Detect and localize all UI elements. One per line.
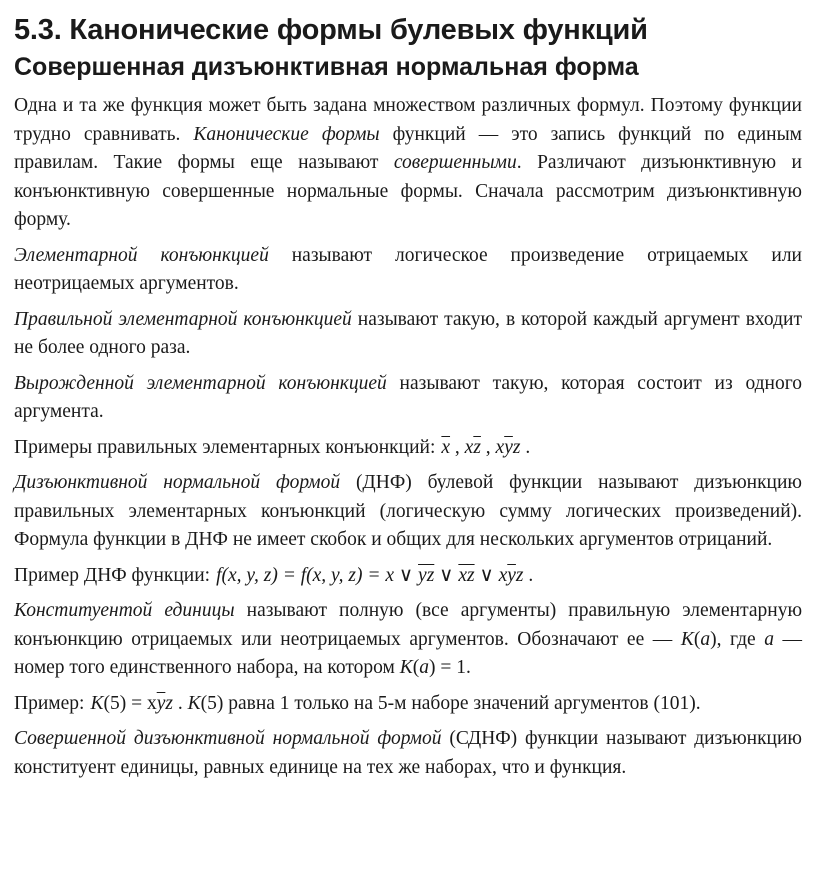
definition-degenerate-conjunction — [14, 370, 802, 427]
text: (СДНФ) функции называют дизъюнкцию конституент единицы, равных единице на тех же наборах, что и функция. — [14, 728, 802, 778]
text: . — [523, 564, 534, 586]
formula-part: ∨ — [434, 564, 459, 586]
text: называют полную (все аргументы) правильную элементарную конъюнкцию отрицаемых или неотрицаемых аргументов. Обозначают ее — — [14, 600, 803, 650]
definition-dnf — [14, 469, 802, 555]
var: K — [90, 692, 104, 714]
var: K — [187, 692, 201, 714]
example-dnf — [14, 562, 802, 591]
formula-part: (5) = x — [103, 692, 157, 714]
paren: ) — [428, 657, 436, 678]
paren: ) — [710, 628, 717, 650]
var: z — [512, 436, 521, 458]
text: (ДНФ) булевой функции называют дизъюнкцию правильных элементарных конъюнкций (логическую сумму логических произведений). Формула функции в ДНФ не имеет скобок и общих для нескольких аргументов отрицаний. — [14, 472, 802, 550]
text: Пример ДНФ функции: — [14, 564, 211, 586]
section-heading: 5.3. Канонические формы булевых функций — [14, 14, 648, 46]
text: , где — [716, 628, 765, 650]
math-example-3 — [496, 437, 521, 458]
text: Одна и та же функция может быть задана множеством различных формул. Поэтому функции трудно сравнивать. — [14, 95, 802, 145]
formula-part: $\overline{yz}$ — [418, 564, 435, 586]
text: — номер того единственного набора, на котором — [14, 628, 803, 678]
separator: , — [450, 436, 465, 458]
paragraph-intro — [14, 92, 802, 235]
var: a — [419, 657, 429, 678]
paren: ( — [693, 628, 701, 650]
text: называют такую, в которой каждый аргумент входит не более одного раза. — [14, 308, 802, 358]
term: Дизъюнктивной нормальной формой — [14, 472, 341, 493]
math-k-a — [681, 629, 717, 650]
var: a — [700, 628, 711, 650]
formula-part: z — [515, 564, 524, 586]
text: . — [520, 436, 531, 458]
var: x — [464, 436, 474, 458]
var: $\overline{y}$ — [156, 692, 166, 714]
term: Элементарной конъюнкцией — [14, 244, 269, 266]
var: K — [399, 657, 413, 678]
formula-part: $\overline{y}$ — [507, 564, 516, 586]
term: Правильной элементарной конъюнкцией — [14, 308, 352, 330]
term: Вырожденной элементарной конъюнкцией — [14, 372, 387, 394]
subsection-heading: Совершенная дизъюнктивная нормальная форма — [14, 53, 639, 81]
formula-part: f(x, y, z) = f(x, y, z) = x ∨ — [216, 564, 419, 586]
formula-part: $\overline{xz}$ — [458, 564, 475, 586]
math-example-1 — [441, 437, 450, 458]
var: $\overline{z}$ — [473, 436, 481, 458]
var: x — [495, 436, 505, 458]
text: = 1. — [435, 657, 471, 678]
term: Совершенной дизъюнктивной нормальной формой — [14, 728, 442, 749]
text: . Различают дизъюнктивную и конъюнктивную совершенные нормальные формы. Сначала рассмотрим дизъюнктивную форму. — [14, 152, 802, 230]
separator: , — [480, 436, 496, 458]
term-canonical-forms: Канонические формы — [193, 123, 380, 145]
var: z — [165, 692, 173, 714]
definition-proper-conjunction — [14, 306, 802, 363]
example-constituent — [14, 690, 802, 719]
text: Примеры правильных элементарных конъюнкций: — [14, 436, 436, 458]
text: . — [172, 692, 188, 714]
formula-part: ∨ x — [474, 564, 508, 586]
definition-elementary-conjunction — [14, 242, 802, 299]
paren: ( — [412, 657, 420, 678]
examples-conjunctions — [14, 434, 802, 463]
math-example-2 — [465, 437, 481, 458]
math-dnf-formula — [216, 565, 523, 586]
text: Пример: — [14, 692, 85, 714]
text: называют логическое произведение отрицаемых или неотрицаемых аргументов. — [14, 244, 802, 294]
definition-constituent — [14, 597, 802, 683]
text: (5) — [200, 692, 224, 714]
var: $\overline{x}$ — [441, 436, 451, 458]
term-perfect: совершенными — [393, 152, 517, 173]
text: равна 1 только на 5-м наборе значений аргументов (101). — [223, 692, 701, 714]
math-k5 — [90, 693, 173, 714]
math-k-a-2 — [400, 657, 436, 678]
definition-pdnf — [14, 725, 802, 782]
term: Конституентой единицы — [14, 600, 235, 621]
var: a — [764, 628, 774, 650]
text: функций — это запись функций по единым правилам. Такие формы еще называют — [14, 123, 803, 173]
text: называют такую, которая состоит из одного аргумента. — [14, 372, 803, 422]
var: $\overline{y}$ — [504, 436, 513, 458]
var: K — [680, 628, 694, 650]
